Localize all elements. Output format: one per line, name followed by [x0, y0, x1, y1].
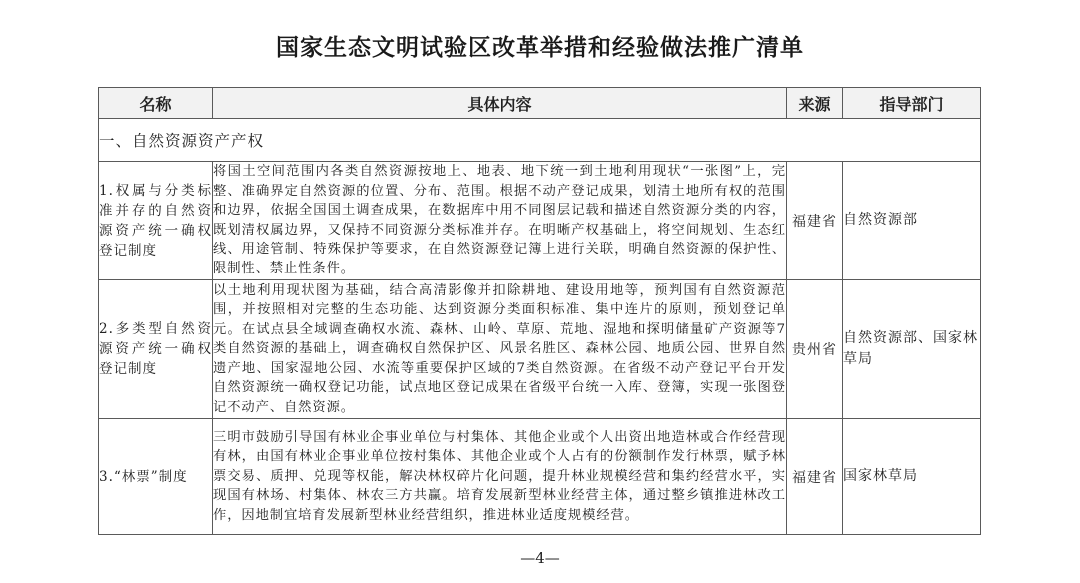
header-name: 名称: [99, 88, 213, 119]
row-dept: 自然资源部: [843, 162, 981, 280]
row-source: 福建省: [787, 162, 843, 280]
header-content: 具体内容: [213, 88, 787, 119]
header-source: 来源: [787, 88, 843, 119]
row-source: 福建省: [787, 419, 843, 535]
table-row: [99, 280, 981, 419]
row-name: 2.多类型自然资源资产统一确权登记制度: [99, 280, 213, 419]
section-heading: 一、自然资源资产产权: [99, 119, 981, 162]
row-content: 三明市鼓励引导国有林业企事业单位与村集体、其他企业或个人出资出地造林或合作经营现有林，由国有林业企事业单位按村集体、其他企业或个人占有的份额制作发行林票，赋予林票交易、质押、兑现等权能，解决林权碎片化问题，提升林业规模经营和集约经营水平，实现国有林场、村集体、林农三方共赢。培育发展新型林业经营主体，通过整乡镇推进林改工作，因地制宜培育发展新型林业经营组织，推进林业适度规模经营。: [213, 419, 787, 535]
row-source: 贵州省: [787, 280, 843, 419]
table-header-row: [99, 88, 981, 119]
measures-table: [98, 87, 981, 535]
row-name: 1.权属与分类标准并存的自然资源资产统一确权登记制度: [99, 162, 213, 280]
section-row: [99, 119, 981, 162]
table-row: [99, 419, 981, 535]
row-dept: 自然资源部、国家林草局: [843, 280, 981, 419]
page-title: 国家生态文明试验区改革举措和经验做法推广清单: [276, 34, 804, 61]
row-content: 将国土空间范围内各类自然资源按地上、地表、地下统一到土地利用现状“一张图”上，完整、准确界定自然资源的位置、分布、范围。根据不动产登记成果，划清土地所有权的范围和边界，依据全国国土调查成果，在数据库中用不同图层记载和描述自然资源分类的内容，既划清权属边界，又保持不同资源分类标准并存。在明晰产权基础上，将空间规划、生态红线、用途管制、特殊保护等要求，在自然资源登记簿上进行关联，明确自然资源的保护性、限制性、禁止性条件。: [213, 162, 787, 280]
row-content: 以土地利用现状图为基础，结合高清影像并扣除耕地、建设用地等，预判国有自然资源范围，并按照相对完整的生态功能、达到资源分类面积标准、集中连片的原则，预划登记单元。在试点县全域调查确权水流、森林、山岭、草原、荒地、湿地和探明储量矿产资源等7类自然资源的基础上，调查确权自然保护区、风景名胜区、森林公园、地质公园、世界自然遗产地、国家湿地公园、水流等重要保护区域的7类自然资源。在省级不动产登记平台开发自然资源统一确权登记功能，试点地区登记成果在省级平台统一入库、登簿，实现一张图登记不动产、自然资源。: [213, 280, 787, 419]
page-number: —4—: [520, 549, 560, 567]
header-dept: 指导部门: [843, 88, 981, 119]
row-dept: 国家林草局: [843, 419, 981, 535]
table-row: [99, 162, 981, 280]
row-name: 3.“林票”制度: [99, 419, 213, 535]
